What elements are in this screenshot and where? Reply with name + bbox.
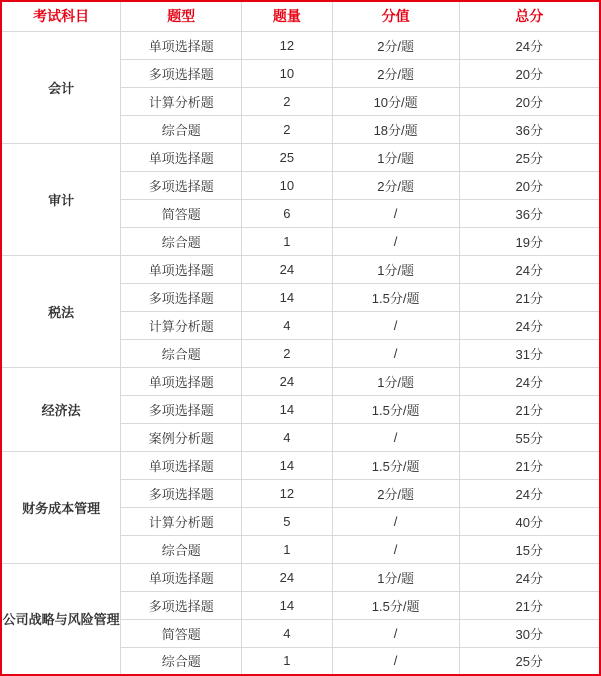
table-row bbox=[1, 563, 600, 591]
score-per-question-cell: 1.5分/题 bbox=[332, 451, 459, 479]
header-question-type: 题型 bbox=[121, 1, 242, 31]
total-score-cell: 24分 bbox=[459, 479, 600, 507]
question-count-cell: 2 bbox=[242, 339, 333, 367]
total-score-cell: 24分 bbox=[459, 311, 600, 339]
question-type-cell: 案例分析题 bbox=[121, 423, 242, 451]
score-per-question-cell: / bbox=[332, 423, 459, 451]
total-score-cell: 21分 bbox=[459, 591, 600, 619]
question-type-cell: 多项选择题 bbox=[121, 395, 242, 423]
total-score-cell: 24分 bbox=[459, 367, 600, 395]
score-per-question-cell: 2分/题 bbox=[332, 479, 459, 507]
question-type-cell: 单项选择题 bbox=[121, 563, 242, 591]
question-type-cell: 多项选择题 bbox=[121, 59, 242, 87]
question-type-cell: 单项选择题 bbox=[121, 367, 242, 395]
score-per-question-cell: 1.5分/题 bbox=[332, 591, 459, 619]
score-per-question-cell: / bbox=[332, 311, 459, 339]
question-count-cell: 14 bbox=[242, 283, 333, 311]
total-score-cell: 20分 bbox=[459, 87, 600, 115]
question-count-cell: 14 bbox=[242, 591, 333, 619]
table-row bbox=[1, 31, 600, 59]
question-type-cell: 多项选择题 bbox=[121, 591, 242, 619]
total-score-cell: 24分 bbox=[459, 563, 600, 591]
question-count-cell: 1 bbox=[242, 647, 333, 675]
score-per-question-cell: / bbox=[332, 199, 459, 227]
question-type-cell: 多项选择题 bbox=[121, 479, 242, 507]
total-score-cell: 15分 bbox=[459, 535, 600, 563]
question-type-cell: 计算分析题 bbox=[121, 311, 242, 339]
score-per-question-cell: / bbox=[332, 619, 459, 647]
total-score-cell: 36分 bbox=[459, 115, 600, 143]
subject-cell: 审计 bbox=[1, 143, 121, 255]
total-score-cell: 30分 bbox=[459, 619, 600, 647]
question-type-cell: 计算分析题 bbox=[121, 507, 242, 535]
header-subject: 考试科目 bbox=[1, 1, 121, 31]
question-count-cell: 4 bbox=[242, 423, 333, 451]
header-score-per-question: 分值 bbox=[332, 1, 459, 31]
question-type-cell: 综合题 bbox=[121, 339, 242, 367]
score-per-question-cell: 10分/题 bbox=[332, 87, 459, 115]
question-count-cell: 14 bbox=[242, 395, 333, 423]
total-score-cell: 21分 bbox=[459, 395, 600, 423]
question-count-cell: 24 bbox=[242, 255, 333, 283]
total-score-cell: 21分 bbox=[459, 283, 600, 311]
question-type-cell: 综合题 bbox=[121, 227, 242, 255]
subject-cell: 财务成本管理 bbox=[1, 451, 121, 563]
score-per-question-cell: 1.5分/题 bbox=[332, 395, 459, 423]
total-score-cell: 25分 bbox=[459, 143, 600, 171]
table-body bbox=[1, 31, 600, 675]
score-per-question-cell: 1分/题 bbox=[332, 255, 459, 283]
question-count-cell: 4 bbox=[242, 311, 333, 339]
question-type-cell: 单项选择题 bbox=[121, 255, 242, 283]
score-per-question-cell: / bbox=[332, 535, 459, 563]
score-per-question-cell: / bbox=[332, 339, 459, 367]
question-type-cell: 单项选择题 bbox=[121, 143, 242, 171]
score-per-question-cell: 18分/题 bbox=[332, 115, 459, 143]
question-count-cell: 6 bbox=[242, 199, 333, 227]
subject-cell: 经济法 bbox=[1, 367, 121, 451]
question-type-cell: 单项选择题 bbox=[121, 31, 242, 59]
score-per-question-cell: 2分/题 bbox=[332, 59, 459, 87]
score-per-question-cell: / bbox=[332, 507, 459, 535]
question-type-cell: 多项选择题 bbox=[121, 283, 242, 311]
total-score-cell: 36分 bbox=[459, 199, 600, 227]
question-count-cell: 12 bbox=[242, 479, 333, 507]
header-total-score: 总分 bbox=[459, 1, 600, 31]
question-type-cell: 单项选择题 bbox=[121, 451, 242, 479]
total-score-cell: 40分 bbox=[459, 507, 600, 535]
question-count-cell: 24 bbox=[242, 367, 333, 395]
header-row bbox=[1, 1, 600, 31]
table-row bbox=[1, 451, 600, 479]
total-score-cell: 24分 bbox=[459, 31, 600, 59]
total-score-cell: 21分 bbox=[459, 451, 600, 479]
subject-cell: 会计 bbox=[1, 31, 121, 143]
table-row bbox=[1, 255, 600, 283]
table-row bbox=[1, 143, 600, 171]
question-count-cell: 25 bbox=[242, 143, 333, 171]
table-row bbox=[1, 367, 600, 395]
score-per-question-cell: 1分/题 bbox=[332, 563, 459, 591]
header-question-count: 题量 bbox=[242, 1, 333, 31]
question-count-cell: 1 bbox=[242, 227, 333, 255]
total-score-cell: 55分 bbox=[459, 423, 600, 451]
question-count-cell: 10 bbox=[242, 59, 333, 87]
question-count-cell: 1 bbox=[242, 535, 333, 563]
score-per-question-cell: 1.5分/题 bbox=[332, 283, 459, 311]
question-type-cell: 综合题 bbox=[121, 535, 242, 563]
question-count-cell: 14 bbox=[242, 451, 333, 479]
table-header bbox=[1, 1, 600, 31]
question-count-cell: 2 bbox=[242, 87, 333, 115]
total-score-cell: 20分 bbox=[459, 59, 600, 87]
score-per-question-cell: 1分/题 bbox=[332, 367, 459, 395]
score-per-question-cell: 1分/题 bbox=[332, 143, 459, 171]
question-count-cell: 12 bbox=[242, 31, 333, 59]
total-score-cell: 19分 bbox=[459, 227, 600, 255]
question-count-cell: 2 bbox=[242, 115, 333, 143]
question-type-cell: 简答题 bbox=[121, 199, 242, 227]
subject-cell: 税法 bbox=[1, 255, 121, 367]
total-score-cell: 24分 bbox=[459, 255, 600, 283]
subject-cell: 公司战略与风险管理 bbox=[1, 563, 121, 675]
question-type-cell: 多项选择题 bbox=[121, 171, 242, 199]
score-per-question-cell: 2分/题 bbox=[332, 171, 459, 199]
score-per-question-cell: / bbox=[332, 227, 459, 255]
question-count-cell: 10 bbox=[242, 171, 333, 199]
score-per-question-cell: 2分/题 bbox=[332, 31, 459, 59]
question-type-cell: 综合题 bbox=[121, 115, 242, 143]
score-per-question-cell: / bbox=[332, 647, 459, 675]
question-count-cell: 4 bbox=[242, 619, 333, 647]
question-type-cell: 综合题 bbox=[121, 647, 242, 675]
total-score-cell: 25分 bbox=[459, 647, 600, 675]
total-score-cell: 31分 bbox=[459, 339, 600, 367]
total-score-cell: 20分 bbox=[459, 171, 600, 199]
question-type-cell: 计算分析题 bbox=[121, 87, 242, 115]
question-count-cell: 5 bbox=[242, 507, 333, 535]
question-type-cell: 简答题 bbox=[121, 619, 242, 647]
question-count-cell: 24 bbox=[242, 563, 333, 591]
